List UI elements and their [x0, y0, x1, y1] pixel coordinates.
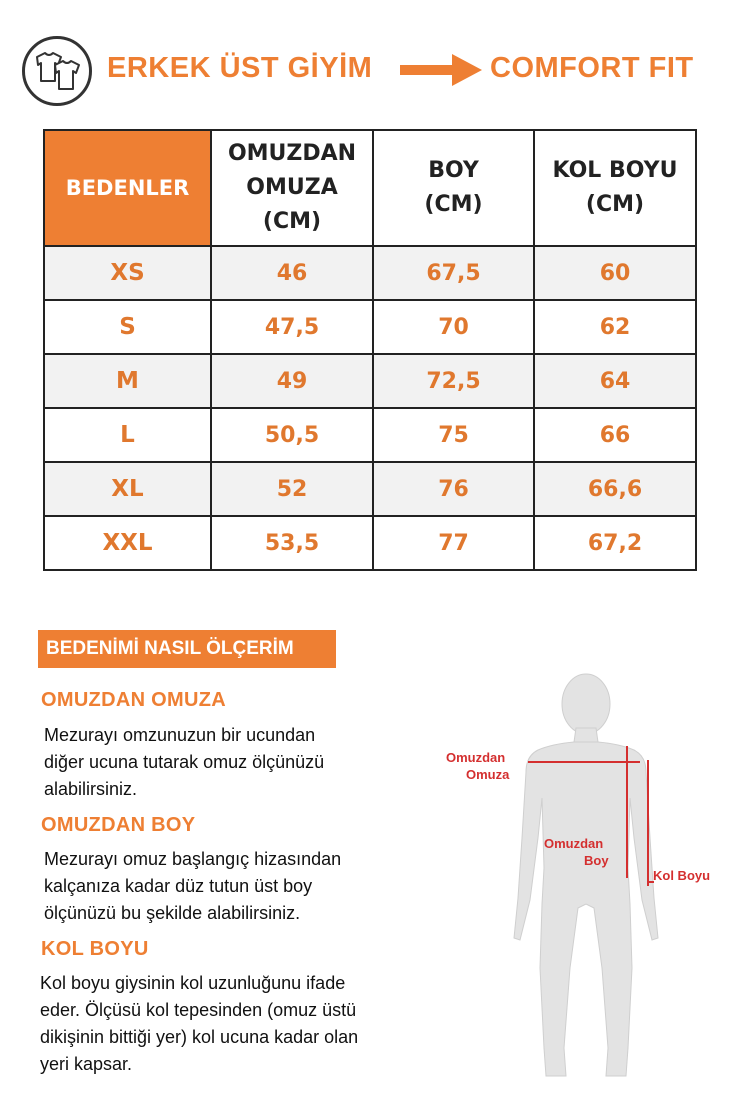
header-sleeve: KOL BOYU (CM)	[534, 130, 696, 246]
table-row	[44, 354, 696, 408]
length-cell: 75	[373, 408, 534, 462]
section-title-shoulder: OMUZDAN OMUZA	[41, 689, 226, 711]
sleeve-cell: 67,2	[534, 516, 696, 570]
shoulder-cell: 52	[211, 462, 373, 516]
title-men-tops: ERKEK ÜST GİYİM	[107, 52, 373, 84]
length-cell: 72,5	[373, 354, 534, 408]
shoulder-cell: 50,5	[211, 408, 373, 462]
table-row	[44, 408, 696, 462]
logo	[22, 36, 92, 106]
table-row	[44, 516, 696, 570]
size-cell: XXL	[44, 516, 211, 570]
header-sizes: BEDENLER	[44, 130, 211, 246]
length-cell: 67,5	[373, 246, 534, 300]
label-shoulder-2: Omuza	[466, 767, 510, 782]
length-cell: 70	[373, 300, 534, 354]
arrow-right-icon	[400, 54, 482, 86]
label-length-2: Boy	[584, 853, 609, 868]
shoulder-cell: 46	[211, 246, 373, 300]
sleeve-cell: 66,6	[534, 462, 696, 516]
label-sleeve: Kol Boyu	[653, 868, 711, 883]
sleeve-cell: 66	[534, 408, 696, 462]
sleeve-cell: 62	[534, 300, 696, 354]
table-row	[44, 246, 696, 300]
measurement-figure	[440, 668, 730, 1088]
section-title-sleeve: KOL BOYU	[41, 938, 149, 960]
tshirt-pair-icon	[31, 51, 85, 93]
table-header-row	[44, 130, 696, 246]
size-table	[43, 129, 697, 571]
shoulder-cell: 53,5	[211, 516, 373, 570]
title-fit-type: COMFORT FIT	[490, 52, 694, 84]
body-silhouette-icon	[514, 674, 658, 1076]
size-cell: XL	[44, 462, 211, 516]
length-cell: 76	[373, 462, 534, 516]
header-shoulder: OMUZDAN OMUZA (CM)	[211, 130, 373, 246]
sleeve-cell: 64	[534, 354, 696, 408]
size-cell: XS	[44, 246, 211, 300]
size-cell: S	[44, 300, 211, 354]
shoulder-cell: 47,5	[211, 300, 373, 354]
section-title-length: OMUZDAN BOY	[41, 814, 196, 836]
size-cell: M	[44, 354, 211, 408]
size-cell: L	[44, 408, 211, 462]
section-text-length: Mezurayı omuz başlangıç hizasından kalçanıza kadar düz tutun üst boy ölçünüzü bu şekilde alabilirsiniz.	[44, 849, 342, 923]
sleeve-cell: 60	[534, 246, 696, 300]
shoulder-cell: 49	[211, 354, 373, 408]
label-shoulder-1: Omuzdan	[446, 750, 506, 765]
length-cell: 77	[373, 516, 534, 570]
table-row	[44, 300, 696, 354]
section-text-sleeve: Kol boyu giysinin kol uzunluğunu ifade eder. Ölçüsü kol tepesinden (omuz üstü dikişinin bittiği yer) kol ucuna kadar olan yeri kapsar.	[40, 973, 359, 1074]
how-to-measure-badge: BEDENİMİ NASIL ÖLÇERİM	[38, 630, 336, 668]
label-length-1: Omuzdan	[544, 836, 604, 851]
header-length: BOY (CM)	[373, 130, 534, 246]
section-text-shoulder: Mezurayı omzunuzun bir ucundan diğer ucuna tutarak omuz ölçünüzü alabilirsiniz.	[44, 725, 325, 799]
table-row	[44, 462, 696, 516]
